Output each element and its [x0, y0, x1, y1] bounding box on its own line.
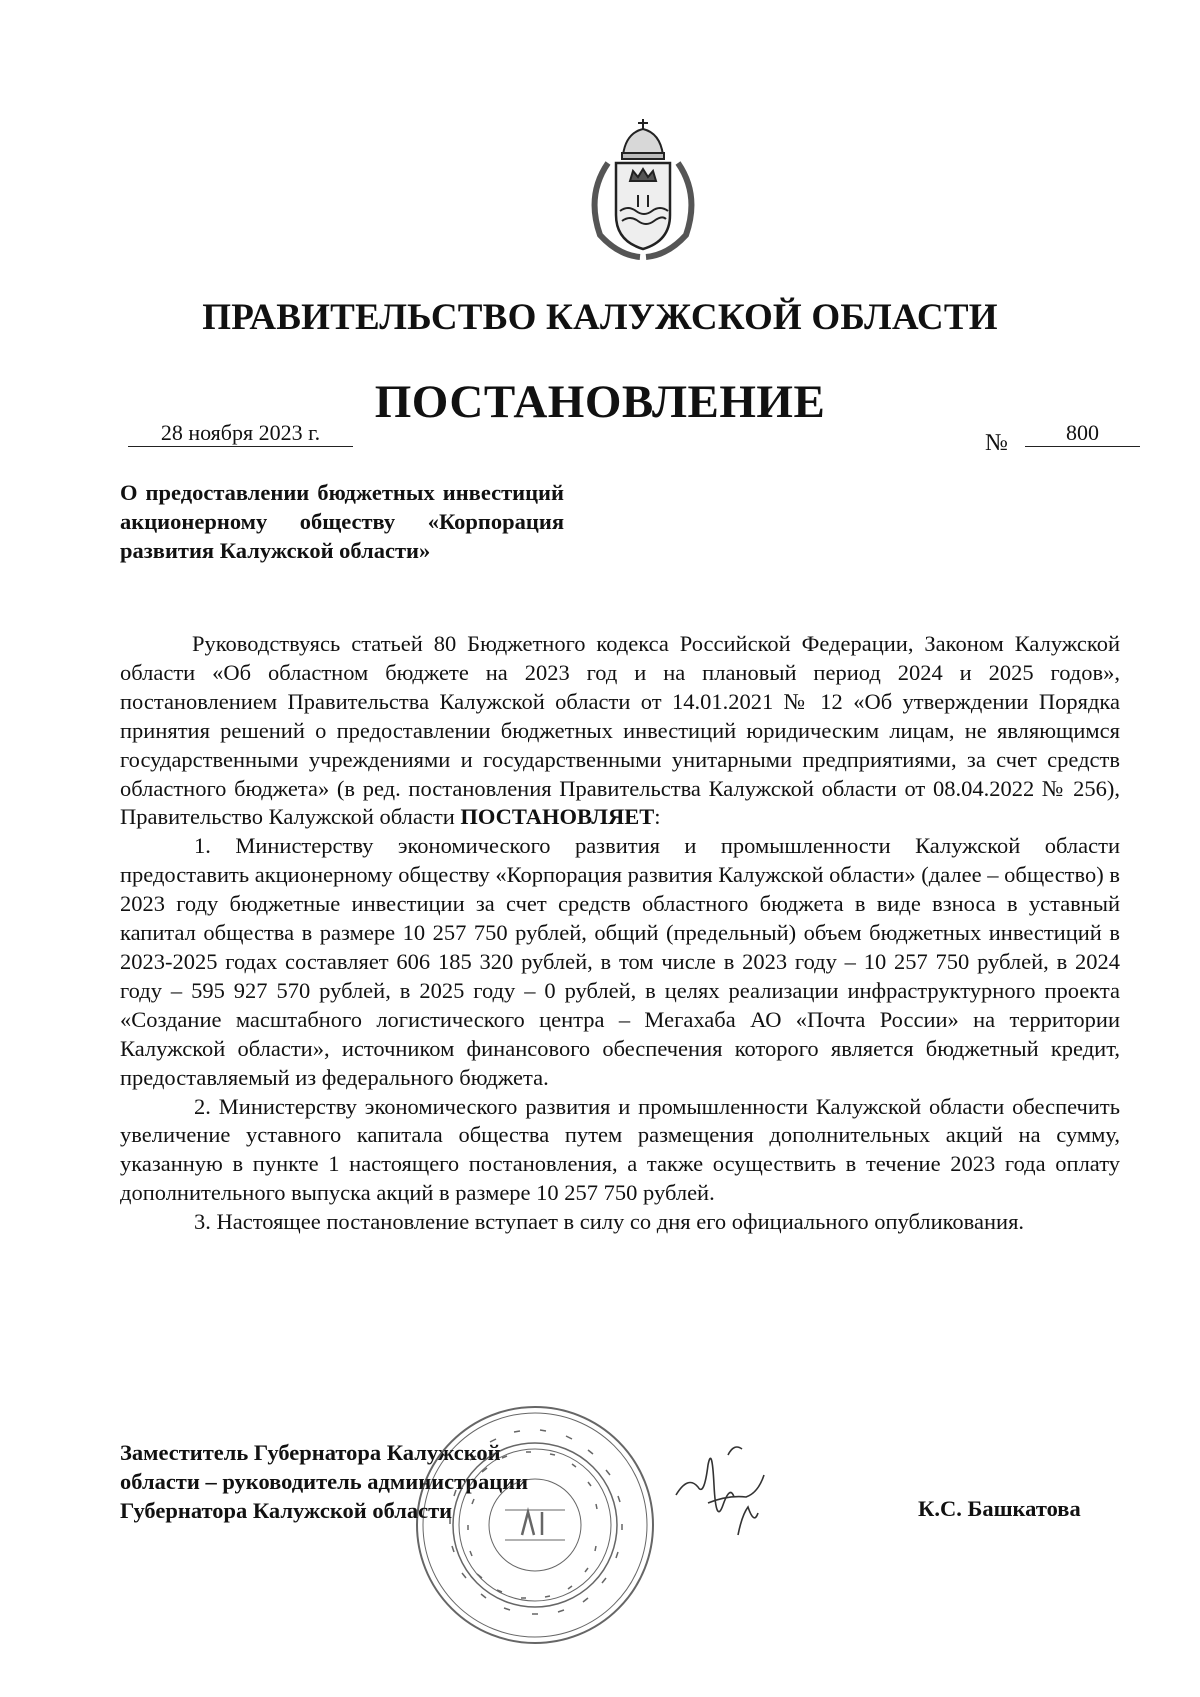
clause-3: 3. Настоящее постановление вступает в силу со дня его официального опубликования. [194, 1209, 1025, 1235]
decree-date: 28 ноября 2023 г. [128, 420, 353, 447]
decree-number: 800 [1025, 420, 1140, 447]
number-label: № [985, 430, 1008, 456]
official-seal-icon [410, 1400, 660, 1650]
clause-1: 1. Министерству экономического развития и промышленности Калужской области предоставить акционерному обществу «Корпорация развития Калужской области» (далее – общество) в 2023 году бюджетные инвестиции за счет средств областного бюджета в виде взноса в уставный капитал общества в размере 10 257 750 рублей, общий (предельный) объем бюджетных инвестиций в 2023-2025 годах составляет 606 185 320 рублей, в том числе в 2023 году – 10 257 750 рублей, в 2024 году – 595 927 570 рублей, в 2025 году – 0 рублей, в целях реализации инфраструктурного проекта «Создание масштабного логистического центра – Мегахаба АО «Почта России» на территории Калужской области», источником финансового обеспечения которого является бюджетный кредит, предоставляемый из федерального бюджета. [120, 833, 1120, 1090]
decree-subject: О предоставлении бюджетных инвестиций акционерному обществу «Корпорация развития Калужской области» [120, 480, 564, 563]
decree-body [120, 630, 1120, 1237]
signer-position-line-1: Заместитель Губернатора Калужской [120, 1440, 501, 1465]
preamble-colon: : [654, 804, 661, 830]
handwritten-signature-icon [668, 1435, 788, 1545]
signer-name: К.С. Башкатова [918, 1496, 1081, 1521]
kaluga-coat-of-arms-icon [578, 115, 708, 265]
preamble-paragraph [120, 630, 1120, 832]
preamble-text: Руководствуясь статьей 80 Бюджетного кодекса Российской Федерации, Законом Калужской области «Об областном бюджете на 2023 год и на плановый период 2024 и 2025 годов», постановлением Правительства Калужской области от 14.01.2021 № 12 «Об утверждении Порядка принятия решений о предоставлении бюджетных инвестиций юридическим лицам, не являющимся государственными учреждениями и государственными унитарными предприятиями, за счет средств областного бюджета» (в ред. постановления Правительства Калужской области от 08.04.2022 № 256), Правительство Калужской области [120, 631, 1120, 830]
government-title: ПРАВИТЕЛЬСТВО КАЛУЖСКОЙ ОБЛАСТИ [202, 297, 998, 338]
clause-2: 2. Министерству экономического развития и промышленности Калужской области обеспечить увеличение уставного капитала общества путем размещения дополнительных акций на сумму, указанную в пункте 1 настоящего постановления, а также осуществить в течение 2023 года оплату дополнительного выпуска акций в размере 10 257 750 рублей. [120, 1093, 1120, 1206]
resolves-keyword: ПОСТАНОВЛЯЕТ [460, 804, 655, 830]
signer-position-line-2: области – руководитель администрации [120, 1469, 529, 1494]
signer-position-line-3: Губернатора Калужской области [120, 1498, 453, 1523]
document-type-title: ПОСТАНОВЛЕНИЕ [374, 376, 826, 428]
